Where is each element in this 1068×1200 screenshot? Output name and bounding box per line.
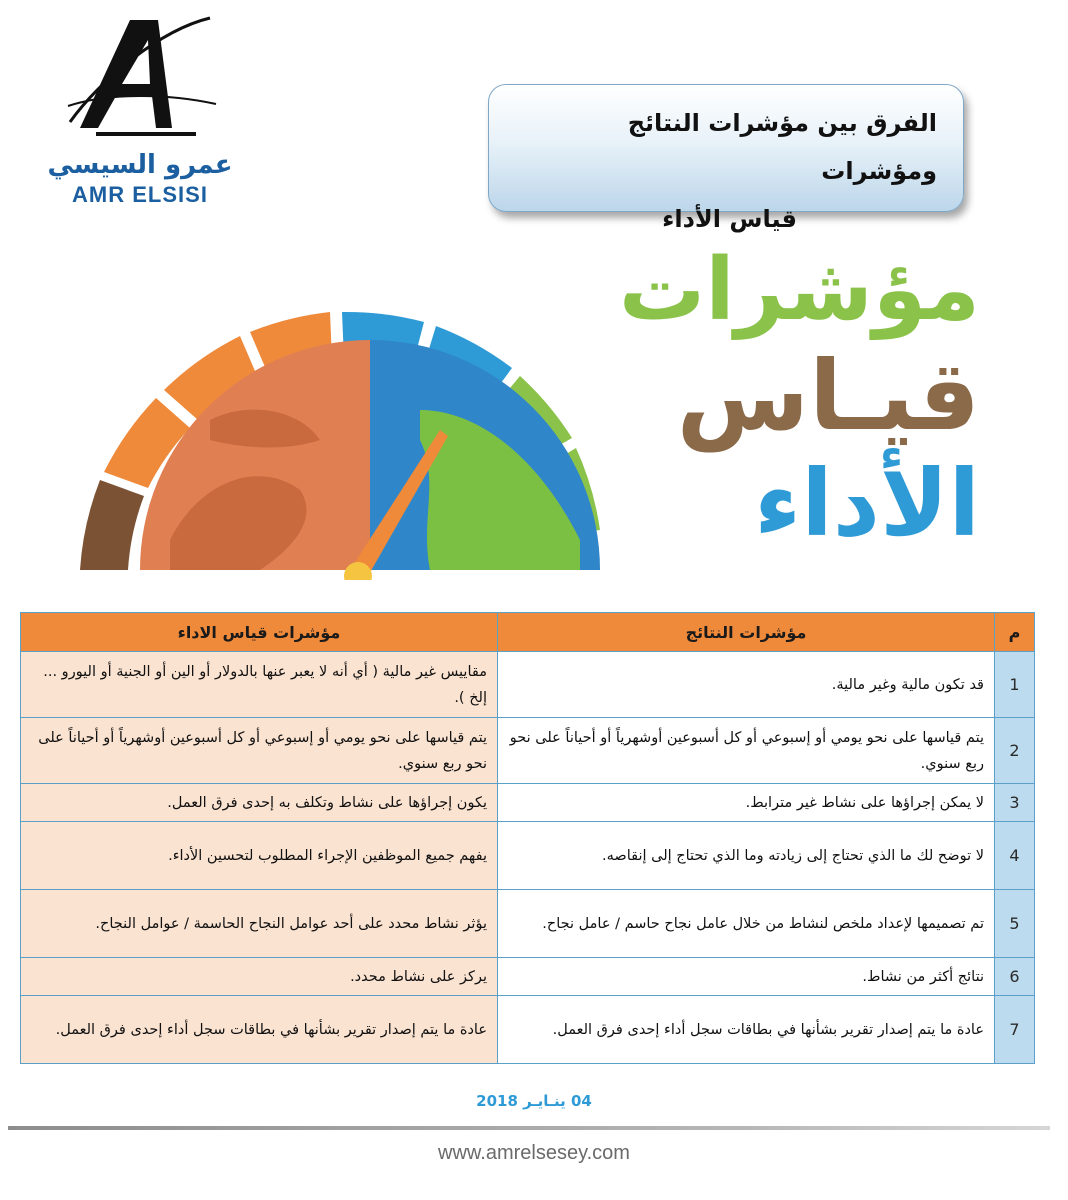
banner-word-indicators: مؤشرات bbox=[618, 240, 980, 340]
results-cell: تم تصميمها لإعداد ملخص لنشاط من خلال عامل نجاح حاسم / عامل نجاح. bbox=[498, 890, 995, 958]
kpi-cell: عادة ما يتم إصدار تقرير بشأنها في بطاقات سجل أداء إحدى فرق العمل. bbox=[21, 996, 498, 1064]
banner-word-performance: الأداء bbox=[754, 450, 980, 557]
results-cell: نتائج أكثر من نشاط. bbox=[498, 958, 995, 996]
results-cell: قد تكون مالية وغير مالية. bbox=[498, 652, 995, 718]
table-row bbox=[21, 652, 1035, 718]
banner-word-measuring: قيـاس bbox=[676, 340, 980, 452]
table-row bbox=[21, 718, 1035, 784]
kpi-cell: يكون إجراؤها على نشاط وتكلف به إحدى فرق العمل. bbox=[21, 784, 498, 822]
header-results-indicators: مؤشرات النتائج bbox=[498, 613, 995, 652]
row-number: 5 bbox=[995, 890, 1035, 958]
kpi-cell: يؤثر نشاط محدد على أحد عوامل النجاح الحاسمة / عوامل النجاح. bbox=[21, 890, 498, 958]
kpi-banner bbox=[60, 240, 980, 580]
results-cell: لا يمكن إجراؤها على نشاط غير مترابط. bbox=[498, 784, 995, 822]
title-line-1: الفرق بين مؤشرات النتائج ومؤشرات bbox=[627, 109, 937, 185]
globe-gauge-illustration bbox=[60, 240, 620, 580]
row-number: 3 bbox=[995, 784, 1035, 822]
document-date: 04 ينـايـر 2018 bbox=[476, 1092, 592, 1110]
footer-divider bbox=[8, 1126, 1050, 1130]
results-cell: عادة ما يتم إصدار تقرير بشأنها في بطاقات سجل أداء إحدى فرق العمل. bbox=[498, 996, 995, 1064]
row-number: 4 bbox=[995, 822, 1035, 890]
logo-a-mark bbox=[60, 10, 220, 150]
results-cell: لا توضح لك ما الذي تحتاج إلى زيادته وما الذي تحتاج إلى إنقاصه. bbox=[498, 822, 995, 890]
row-number: 7 bbox=[995, 996, 1035, 1064]
website-link[interactable]: www.amrelsesey.com bbox=[438, 1142, 630, 1164]
logo bbox=[40, 10, 240, 210]
row-number: 2 bbox=[995, 718, 1035, 784]
kpi-cell: يتم قياسها على نحو يومي أو إسبوعي أو كل أسبوعين أوشهرياً أو أحياناً على نحو ربع سنوي. bbox=[21, 718, 498, 784]
logo-arabic-name: عمرو السيسي bbox=[47, 150, 233, 180]
header-number: م bbox=[995, 613, 1035, 652]
results-cell: يتم قياسها على نحو يومي أو إسبوعي أو كل أسبوعين أوشهرياً أو أحياناً على نحو ربع سنوي. bbox=[498, 718, 995, 784]
kpi-cell: مقاييس غير مالية ( أي أنه لا يعبر عنها بالدولار أو الين أو الجنية أو اليورو ... إلخ ). bbox=[21, 652, 498, 718]
row-number: 1 bbox=[995, 652, 1035, 718]
table-row bbox=[21, 996, 1035, 1064]
kpi-cell: يركز على نشاط محدد. bbox=[21, 958, 498, 996]
table-header-row bbox=[21, 613, 1035, 652]
comparison-table bbox=[20, 612, 1035, 1064]
table-row bbox=[21, 784, 1035, 822]
row-number: 6 bbox=[995, 958, 1035, 996]
header-kpi: مؤشرات قياس الاداء bbox=[21, 613, 498, 652]
logo-english-name: AMR ELSISI bbox=[72, 182, 208, 207]
title-box bbox=[488, 84, 964, 233]
table-row bbox=[21, 822, 1035, 890]
table-row bbox=[21, 890, 1035, 958]
table-row bbox=[21, 958, 1035, 996]
title-line-2: قياس الأداء bbox=[662, 205, 797, 233]
kpi-cell: يفهم جميع الموظفين الإجراء المطلوب لتحسين الأداء. bbox=[21, 822, 498, 890]
